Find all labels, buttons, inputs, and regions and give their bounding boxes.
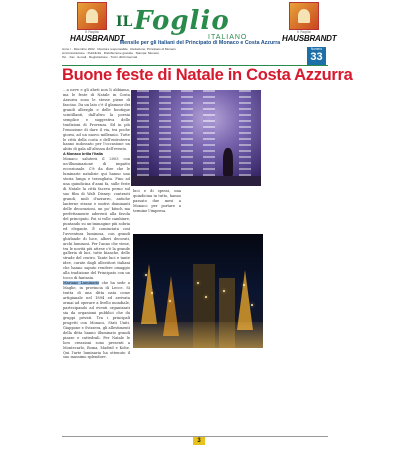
photo-night-christmas-lights <box>133 234 263 348</box>
publication-info <box>62 47 334 63</box>
sponsor-badge-right <box>282 2 337 43</box>
masthead-subtitle: ITALIANO <box>208 34 248 41</box>
photo-illuminated-arcade <box>131 90 261 186</box>
sponsor-caption: Il Foglio <box>297 30 311 34</box>
sponsor-brand: HAUSBRANDT <box>282 34 337 43</box>
masthead-tagline: Mensile per gli Italiani del Principato di Monaco e Costa Azzurra <box>119 40 281 46</box>
issue-label: Numero <box>310 47 323 51</box>
article-intro: …a neve e gli abeti non li abbiamo, ma le feste di Natale in Costa Azzurra sono le stesse piene di fascino. Da un lato c'è il glamour dei grandi alberghi e delle boutique scintillanti, dall'altro la poesia semplice e suggestiva delle tradizioni di Provenza. Ed in più l'emozione di dare il via, tra poche giorni, ad un nuovo millennio. Tutte le città della costa e dell'entroterra hanno indossato per l'occasione un abito di gala all'altezza dell'evento. <box>63 88 130 152</box>
sponsor-thumbnail <box>289 2 319 30</box>
info-line: Amministrazione · Pubblicità · Distribuzione gratuita · Stampa: Monaco <box>62 51 159 55</box>
article-body: Monaco saluterà il 2003 con un'illuminazione di impatto eccezionale. C'è da dire che le luminarie natalizie qui hanno una storia lunga e travagliata. Fino ad una quindicina d'anni fa, sulle feste di Natale la città faceva perno sul suo film di Walt Disney: contrasti grandi, moli d'azzurro, antiche lanterne strane e motivi dominanti delle decorazioni, un po' kitsch ma perfettamente aderenti alla favola del principato. Poi si volle cambiare, puntando su un'immagine più sobria ed elegante. È cominciata così l'avventura luminosa, con grandi ghirlande di luce, alberi decorati, archi luminosi. Per l'anno che viene, tra le novità più attese c'è la grande galleria di luci, tutte bianche, delle strade del centro. Tante luci e tante idee, curate dagli allestitori italiani che hanno saputo rendere omaggio alla tradizione del Principato con un tocco di fantasia. <box>63 157 130 281</box>
info-line: Anno I · Dicembre 2002 · Direttore responsabile · Redazione: Principato di Monaco <box>62 47 176 51</box>
article-headline: Buone feste di Natale in Costa Azzurra <box>62 66 353 84</box>
masthead-il: IL <box>116 14 133 30</box>
article-column-2-text: luci e di spessi, una quindicina in tutto, hanno passato due mesi a Monaco per portare a termine l'impresa. <box>133 189 181 213</box>
issue-number-box <box>307 47 326 65</box>
masthead-logo <box>116 6 284 40</box>
article-column-2 <box>133 189 181 229</box>
article-column-1 <box>63 88 130 433</box>
sponsor-brand: HAUSBRANDT <box>70 34 125 43</box>
page-header <box>0 0 400 68</box>
highlighted-name: Mariano Luminarie <box>63 281 100 286</box>
article-body-tail: che ha sede a Maglie, in provincia di Lecce. Si tratta di una ditta nata come artigianale nel 1894 ed arrivata ormai ad operare a livello mondiale, partecipando ad eventi organizzati sia da organismi pubblici che da gruppi privati. Tra i principali progetti con Monaco, Stati Uniti, Giappone e Svizzera, gli allestimenti della ditta hanno illuminato grandi piazze e cattedrali. Per Natale le loro creazioni sono presenti a Montecarlo, Roma, Madrid e Kobe. Qui l'arte luminaria ha ottenuto il suo massimo splendore. <box>63 281 130 360</box>
page-number: 3 <box>193 437 205 445</box>
sponsor-badge-left <box>70 2 125 43</box>
info-line: Tel. · Fax · E-mail · Registrazione · Tutti i diritti riservati <box>62 55 138 59</box>
sponsor-caption: Il Foglio <box>85 30 99 34</box>
sponsor-thumbnail <box>77 2 107 30</box>
photo-figure <box>223 148 233 176</box>
issue-number: 33 <box>310 51 323 63</box>
masthead-title: Foglio <box>134 6 230 36</box>
article-subheading: A Monaco brilla l'Italia <box>63 152 103 157</box>
